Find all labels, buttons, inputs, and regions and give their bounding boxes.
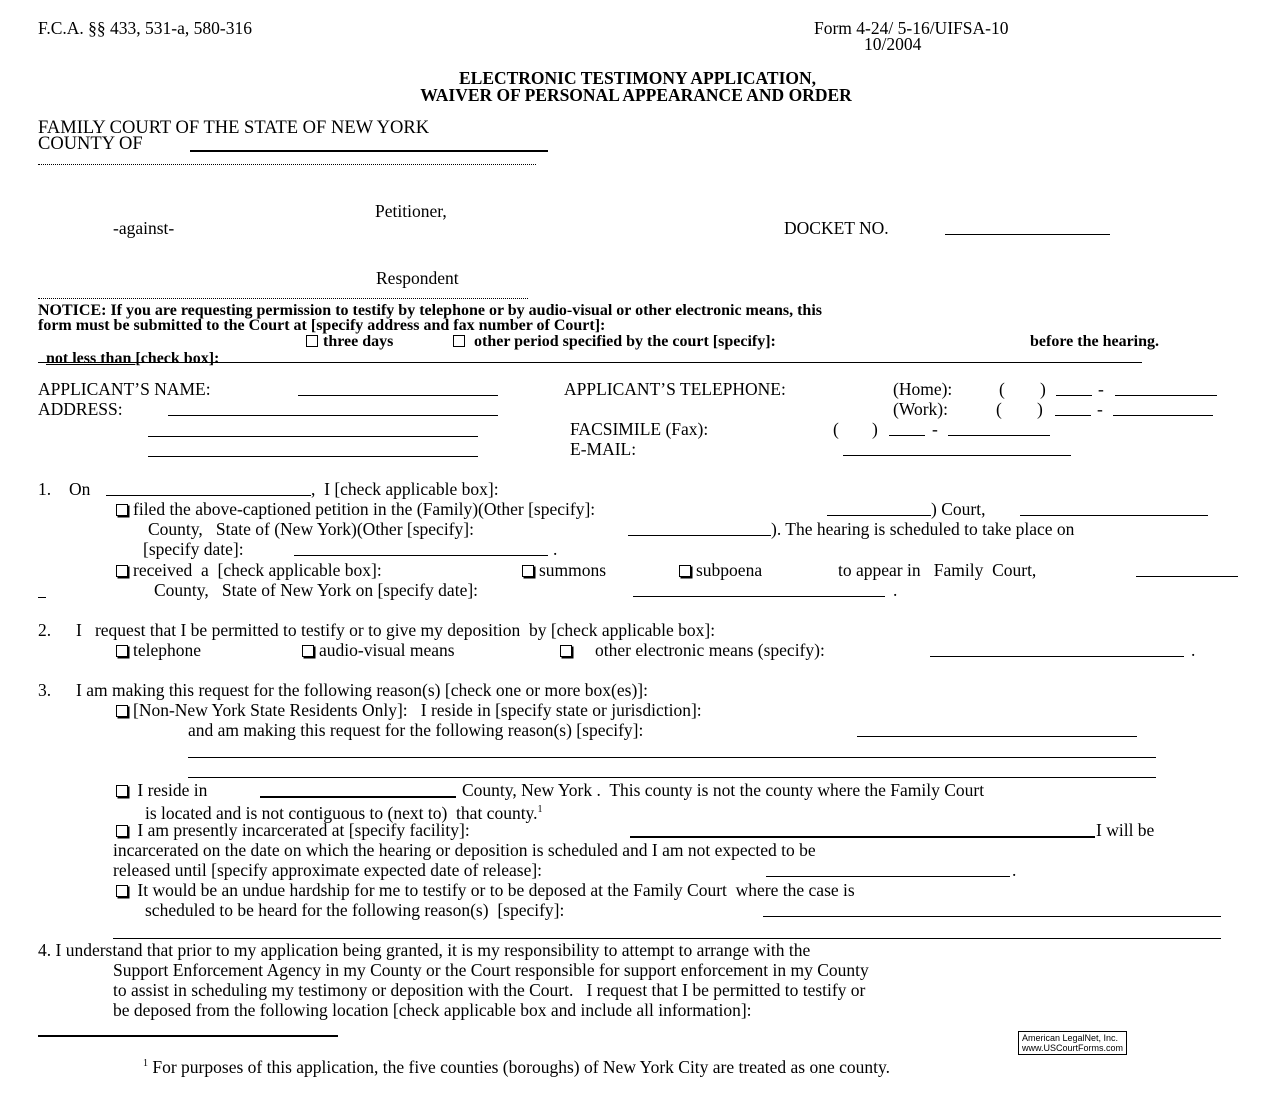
checkbox-icon[interactable]	[306, 335, 318, 347]
checkbox-icon[interactable]	[302, 645, 314, 657]
checkbox-icon[interactable]	[116, 785, 128, 797]
address-field-3[interactable]	[148, 456, 478, 457]
facility-field[interactable]	[630, 836, 1095, 838]
option-received[interactable]: received a [check applicable box]:	[116, 560, 382, 580]
respondent-label: Respondent	[376, 268, 459, 288]
statute-citation: F.C.A. §§ 433, 531-a, 580-316	[38, 18, 252, 38]
option-three-days[interactable]: three days	[306, 333, 393, 350]
telephone-label: APPLICANT’S TELEPHONE:	[564, 379, 786, 399]
appear-court-field[interactable]	[1136, 576, 1238, 577]
work-prefix-field[interactable]	[1055, 415, 1091, 416]
fax-prefix-field[interactable]	[889, 435, 925, 436]
email-label: E-MAIL:	[570, 439, 637, 459]
caption-divider-bottom	[38, 298, 528, 299]
against-label: -against-	[113, 218, 175, 238]
checkbox-icon[interactable]	[116, 825, 128, 837]
checkbox-icon[interactable]	[522, 565, 534, 577]
option-telephone[interactable]: telephone	[116, 640, 201, 660]
option-reside-in[interactable]: I reside in	[116, 780, 207, 800]
home-prefix-field[interactable]	[1056, 395, 1092, 396]
county-label: COUNTY OF	[38, 134, 143, 154]
option-hardship[interactable]: It would be an undue hardship for me to testify or to be deposed at the Family Court where the case is	[116, 880, 855, 900]
hearing-date-field[interactable]	[294, 555, 548, 556]
nonresident-reason-field-1[interactable]	[857, 736, 1137, 737]
checkbox-icon[interactable]	[116, 645, 128, 657]
option-other-electronic[interactable]: other electronic means (specify):	[560, 640, 825, 660]
address-field-2[interactable]	[148, 436, 478, 437]
applicant-name-label: APPLICANT’S NAME:	[38, 379, 211, 399]
home-number-field[interactable]	[1115, 395, 1217, 396]
checkbox-icon[interactable]	[679, 565, 691, 577]
publisher-logo: American LegalNet, Inc. www.USCourtForms.com	[1018, 1031, 1127, 1055]
before-hearing: before the hearing.	[1030, 333, 1160, 350]
notice-line2: form must be submitted to the Court at [specify address and fax number of Court]:	[38, 317, 606, 334]
checkbox-icon[interactable]	[116, 565, 128, 577]
address-field-1[interactable]	[168, 415, 498, 416]
county-prefix-field[interactable]	[38, 597, 46, 598]
date-field[interactable]	[106, 495, 311, 496]
option-other-period[interactable]: other period specified by the court [specify]:	[453, 333, 776, 350]
nonresident-reason-field-3[interactable]	[188, 777, 1156, 778]
form-title-line2: WAIVER OF PERSONAL APPEARANCE AND ORDER	[420, 85, 852, 105]
option-filed-petition[interactable]: filed the above-captioned petition in the (Family)(Other [specify]:	[116, 499, 595, 519]
checkbox-icon[interactable]	[116, 504, 128, 516]
footnote-divider	[38, 1035, 338, 1037]
court-name-field[interactable]	[1020, 515, 1208, 516]
petitioner-label: Petitioner,	[375, 201, 447, 221]
hardship-reason-field-1[interactable]	[763, 916, 1221, 917]
hardship-reason-field-2[interactable]	[113, 938, 1221, 939]
nonresident-reason-field-2[interactable]	[188, 757, 1156, 758]
form-title-line1: ELECTRONIC TESTIMONY APPLICATION,	[458, 68, 817, 88]
form-number: Form 4-24/ 5-16/UIFSA-10	[814, 18, 1009, 38]
county-field[interactable]	[190, 150, 548, 152]
other-electronic-field[interactable]	[930, 656, 1184, 657]
option-incarcerated[interactable]: I am presently incarcerated at [specify facility]:	[116, 820, 470, 840]
other-court-field[interactable]	[827, 515, 931, 516]
notice-line1: NOTICE: If you are requesting permission to testify by telephone or by audio-visual or other electronic means, this	[38, 302, 822, 319]
option-nonresident[interactable]: [Non-New York State Residents Only]: I reside in [specify state or jurisdiction]:	[116, 700, 702, 720]
fax-number-field[interactable]	[948, 435, 1050, 436]
other-state-field[interactable]	[628, 535, 771, 536]
checkbox-icon[interactable]	[560, 645, 572, 657]
form-date: 10/2004	[864, 34, 922, 54]
email-field[interactable]	[843, 455, 1071, 456]
address-label: ADDRESS:	[38, 399, 123, 419]
footnote: $^1$ For purposes of this application, the five counties (boroughs) of New York City are treated as one county.	[143, 1056, 890, 1077]
checkbox-icon[interactable]	[116, 705, 128, 717]
option-subpoena[interactable]: subpoena	[679, 560, 762, 580]
not-less-than: not less than	[46, 350, 136, 367]
release-date-field[interactable]	[766, 876, 1010, 877]
home-label: (Home):	[893, 379, 953, 399]
footnote-ref: 1	[537, 804, 543, 815]
check-box-label: [check box]:	[135, 350, 220, 367]
caption-divider	[38, 164, 536, 165]
docket-label: DOCKET NO.	[784, 218, 889, 238]
notice-field-line[interactable]	[38, 362, 1142, 363]
court-name: FAMILY COURT OF THE STATE OF NEW YORK	[38, 118, 430, 138]
work-label: (Work):	[893, 399, 948, 419]
fax-label: FACSIMILE (Fax):	[570, 419, 709, 439]
option-audio-visual[interactable]: audio-visual means	[302, 640, 455, 660]
checkbox-icon[interactable]	[116, 885, 128, 897]
reside-county-field[interactable]	[260, 796, 456, 798]
docket-field[interactable]	[945, 234, 1110, 235]
option-summons[interactable]: summons	[522, 560, 606, 580]
checkbox-icon[interactable]	[453, 335, 465, 347]
work-number-field[interactable]	[1113, 415, 1213, 416]
appear-date-field[interactable]	[633, 596, 885, 597]
applicant-name-field[interactable]	[298, 395, 498, 396]
